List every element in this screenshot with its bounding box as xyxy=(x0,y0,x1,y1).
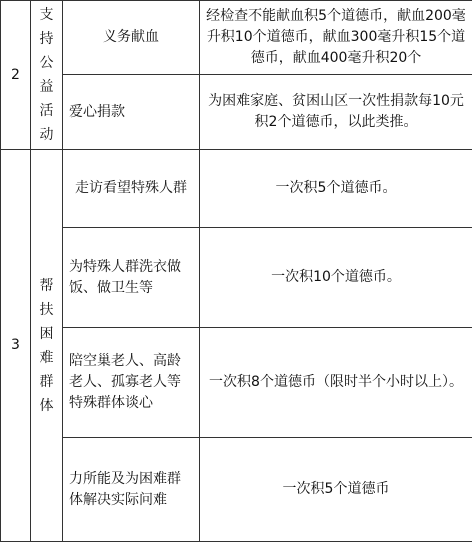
table-row xyxy=(1,150,472,228)
item-name: 力所能及为困难群体解决实际问难 xyxy=(63,438,200,542)
row-number: 2 xyxy=(1,1,31,150)
item-rule: 一次积5个道德币。 xyxy=(200,150,472,228)
item-rule: 一次积10个道德币。 xyxy=(200,228,472,328)
item-rule: 一次积5个道德币 xyxy=(200,438,472,542)
row-number: 3 xyxy=(1,150,31,542)
table-row xyxy=(1,228,472,328)
category-cell: 帮扶困难群体 xyxy=(31,150,63,542)
table-row xyxy=(1,1,472,75)
table-row xyxy=(1,438,472,542)
item-name: 为特殊人群洗衣做饭、做卫生等 xyxy=(63,228,200,328)
category-cell: 支持公益活动 xyxy=(31,1,63,150)
item-name: 义务献血 xyxy=(63,1,200,75)
table-row xyxy=(1,75,472,150)
item-rule: 经检查不能献血积5个道德币，献血200毫升积10个道德币，献血300毫升积15个道德币，献血400毫升积20个 xyxy=(200,1,472,75)
item-name: 走访看望特殊人群 xyxy=(63,150,200,228)
item-name: 爱心捐款 xyxy=(63,75,200,150)
item-name: 陪空巢老人、高龄老人、孤寡老人等特殊群体谈心 xyxy=(63,328,200,438)
table-row xyxy=(1,328,472,438)
item-rule: 为困难家庭、贫困山区一次性捐款每10元积2个道德币，以此类推。 xyxy=(200,75,472,150)
item-rule: 一次积8个道德币（限时半个小时以上）。 xyxy=(200,328,472,438)
